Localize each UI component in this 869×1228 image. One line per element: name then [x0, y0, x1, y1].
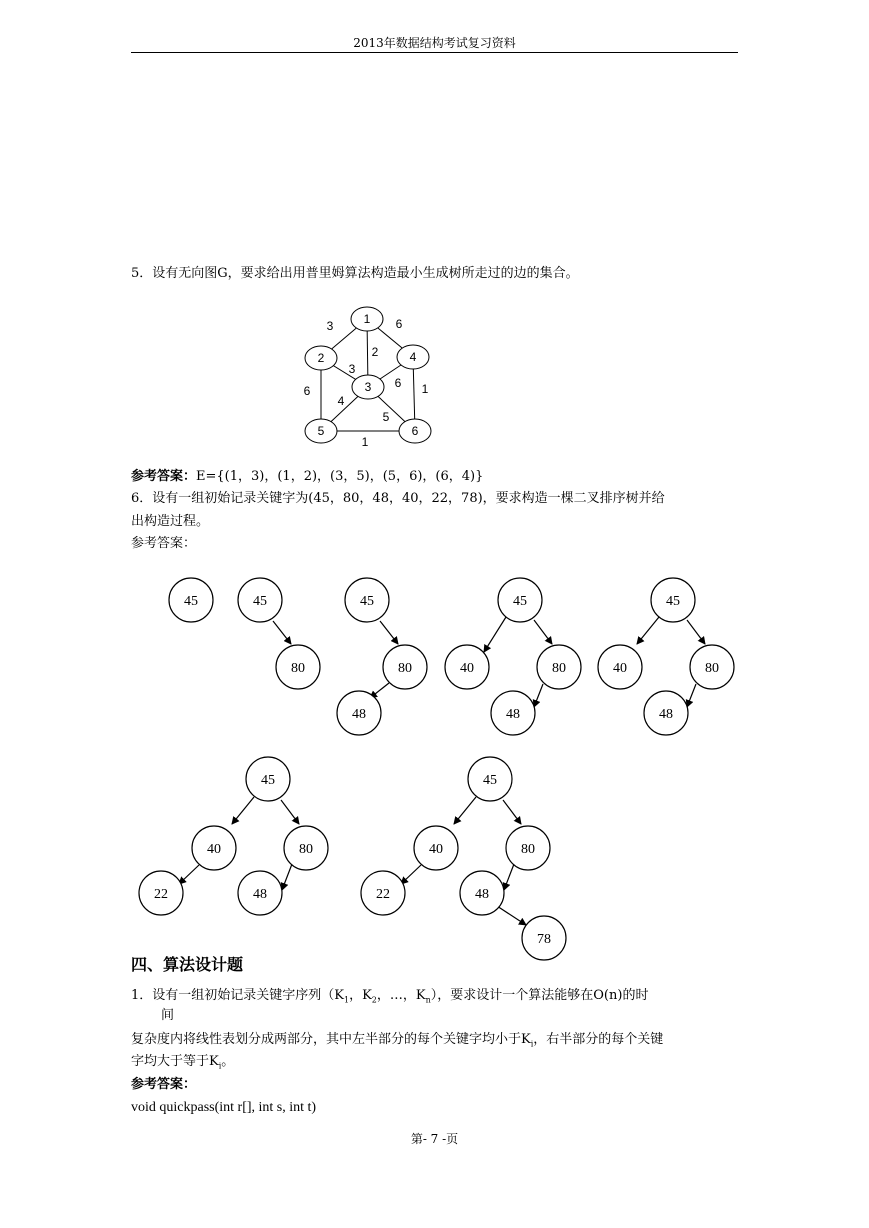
s4-q1-sub2: 2 [371, 995, 377, 1005]
t3-label-48: 48 [352, 707, 366, 722]
s4-q1-answer-label: 参考答案： [131, 1077, 197, 1092]
t6-edge-80-48 [282, 864, 292, 890]
t6-edge-45-40 [232, 797, 254, 824]
weight-1-3: 2 [371, 345, 379, 359]
t5-label-40: 40 [613, 661, 627, 676]
t3-label-80: 80 [398, 661, 412, 676]
t7-edge-40-22 [401, 865, 421, 884]
t7-label-78: 78 [537, 932, 551, 947]
t6-label-48: 48 [253, 887, 267, 902]
s4-q1-line1 [131, 985, 648, 1012]
t7-label-80: 80 [521, 842, 535, 857]
t5-edge-45-80 [687, 620, 705, 644]
t4-label-48: 48 [506, 707, 520, 722]
q6-answer-label: 参考答案： [131, 536, 197, 551]
q6-line1: 6．设有一组初始记录关键字为(45，80，48，40，22，78)，要求构造一棵二叉排序树并给 [131, 491, 665, 506]
s4-q1-line3-b: 。 [221, 1054, 235, 1069]
t4-label-80: 80 [552, 661, 566, 676]
s4-q1-line1-d: ），要求设计一个算法能够在O(n)的时 [430, 988, 649, 1003]
s4-q1-line2-a: 复杂度内将线性表划分成两部分，其中左半部分的每个关键字均小于K [131, 1032, 531, 1047]
t6-edge-45-80 [281, 800, 299, 824]
t7-label-22: 22 [376, 887, 390, 902]
s4-q1-line1-cont: 间 [161, 1008, 175, 1023]
page-footer: 第- 7 -页 [410, 1132, 459, 1146]
t4-label-45: 45 [513, 594, 527, 609]
t4-edge-80-48 [534, 684, 543, 707]
weight-3-6: 5 [382, 410, 390, 424]
q5-text: 5．设有无向图G，要求给出用普里姆算法构造最小生成树所走过的边的集合。 [131, 266, 579, 281]
t6-label-40: 40 [207, 842, 221, 857]
s4-q1-line3-sub: i [218, 1061, 222, 1071]
weight-4-3: 6 [394, 376, 402, 390]
weight-1-2: 3 [326, 319, 334, 333]
weight-4-6: 1 [421, 382, 429, 396]
t7-edge-80-48 [504, 864, 514, 890]
t5-label-48: 48 [659, 707, 673, 722]
t4-edge-45-80 [534, 620, 552, 644]
t6-edge-40-22 [179, 865, 199, 884]
weight-3-5: 4 [337, 394, 345, 408]
section4-title: 四、算法设计题 [131, 955, 244, 974]
q5-answer-label: 参考答案： [131, 469, 197, 484]
weight-2-5: 6 [303, 384, 311, 398]
graph-node-3-label: 3 [364, 380, 372, 394]
graph-node-6-label: 6 [411, 424, 419, 438]
t3-edge-45-80 [380, 621, 398, 644]
t5-edge-45-40 [637, 617, 659, 644]
t7-edge-45-80 [503, 800, 521, 824]
graph-node-5-label: 5 [317, 424, 325, 438]
s4-q1-line3-a: 字均大于等于K [131, 1054, 219, 1069]
t2-label-45: 45 [253, 594, 267, 609]
t3-label-45: 45 [360, 594, 374, 609]
s4-q1-line2-b: ，右半部分的每个关键 [533, 1032, 664, 1047]
t4-edge-45-40 [484, 617, 506, 652]
t1-label-45: 45 [184, 594, 198, 609]
t7-label-40: 40 [429, 842, 443, 857]
weight-2-3: 3 [348, 362, 356, 376]
s4-q1-subn: n [425, 995, 431, 1005]
t2-label-80: 80 [291, 661, 305, 676]
q5-answer-text: E={(1，3)，(1，2)，(3，5)，(5，6)，(6，4)} [196, 469, 484, 484]
t6-label-80: 80 [299, 842, 313, 857]
s4-q1-sub1: 1 [343, 995, 350, 1005]
t7-label-45: 45 [483, 773, 497, 788]
t7-edge-48-78 [497, 906, 526, 925]
q5-answer [131, 466, 483, 488]
s4-q1-code: void quickpass(int r[], int s, int t) [131, 1100, 317, 1115]
page-header-title: 2013年数据结构考试复习资料 [353, 36, 516, 50]
t5-edge-80-48 [687, 684, 696, 707]
t5-label-45: 45 [666, 594, 680, 609]
graph-node-4-label: 4 [409, 350, 417, 364]
s4-q1-line1-b: ，K [349, 988, 372, 1003]
s4-q1-line1-a: 1．设有一组初始记录关键字序列（K [131, 988, 344, 1003]
t2-edge-45-80 [273, 621, 291, 644]
graph-node-1-label: 1 [363, 312, 371, 326]
graph-node-2-label: 2 [317, 351, 325, 365]
s4-q1-line2-sub: i [530, 1039, 534, 1049]
t7-edge-45-40 [454, 797, 476, 824]
t6-label-45: 45 [261, 773, 275, 788]
t6-label-22: 22 [154, 887, 168, 902]
q6-line2: 出构造过程。 [131, 514, 210, 529]
weight-1-4: 6 [395, 317, 403, 331]
t7-label-48: 48 [475, 887, 489, 902]
t5-label-80: 80 [705, 661, 719, 676]
t4-label-40: 40 [460, 661, 474, 676]
s4-q1-line1-c: ，…，K [376, 988, 426, 1003]
graph-nodes [305, 307, 431, 443]
weight-5-6: 1 [361, 435, 369, 449]
